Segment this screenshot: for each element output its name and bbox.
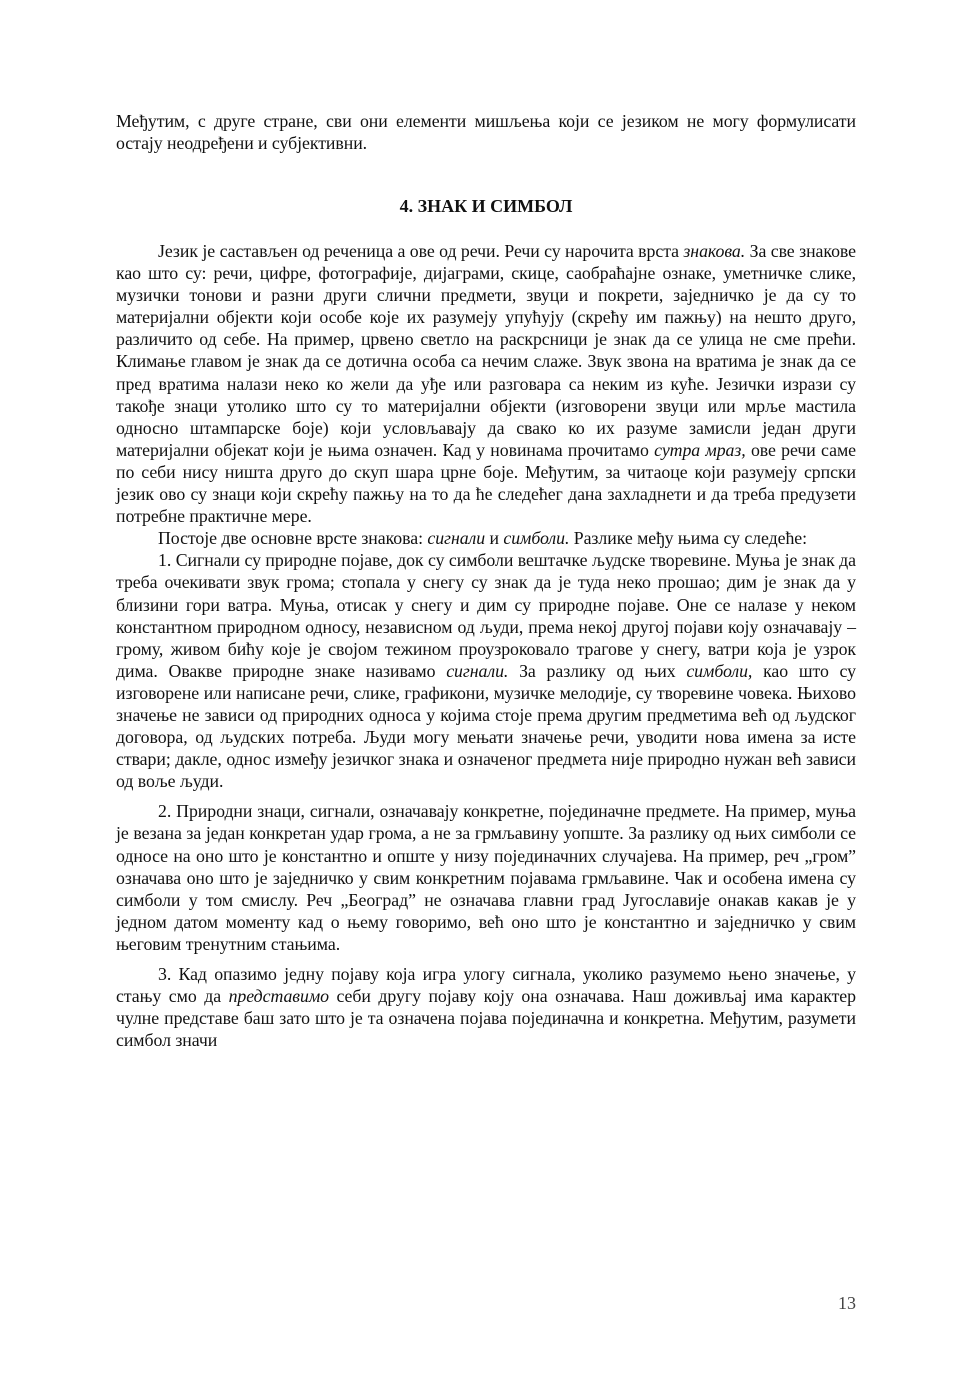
section-heading: 4. ЗНАК И СИМБОЛ — [399, 196, 573, 216]
paragraph-1: Језик је састављен од реченица а ове од речи. Речи су нарочита врста знакова. За све знакове као што су: речи, цифре, фотографије, дијаграми, скице, саобраћајне ознаке, уметничке слике, музички тонови и разни други слични предмети, звуци и покрети, заједничко је да су то материјални објекти који особе које их разумеју упућују (скрећу им пажњу) на нешто друго, различито од себе. На пример, црвено светло на раскрсници је знак да се улица не сме прећи. Климање главом је знак да се дотична особа са нечим слаже. Звук звона на вратима је знак да се пред вратима налази неко ко жели да уђе или разговара са неким из куће. Језички изрази су такође знаци утолико што су то материјални објекти (изговорени звуци или мрље мастила односно штампарске боје) који условљавају да свако ко их разуме замисли један други материјални објекат који је њима означен. Кад у новинама прочитамо сутра мраз, ове речи саме по себи нису ништа друго до скуп шара црне боје. Међутим, за читаоце који разумеју српски језик ово су знаци који скрећу пажњу на то да ће следећег дана захладнети и да треба предузети потребне практичне мере. — [116, 241, 857, 527]
top-paragraph-block — [116, 110, 856, 154]
paragraph-5: 3. Кад опазимо једну појаву која игра улогу сигнала, уколико разумемо њено значење, у стању смо да представимо себи другу појаву коју она означава. Наш доживљај има карактер чулне представе баш зато што је та означена појава појединачна и конкретна. Међутим, разумети симбол значи — [116, 964, 856, 1051]
paragraph-3: 1. Сигнали су природне појаве, док су симболи вештачке људске творевине. Муња је знак да треба очекивати звук грома; стопала у снегу су знак да је туда неко прошао; дим је знак да у близини гори ватра. Муња, отисак у снегу и дим су природне појаве. Оне се налазе у неком константном природном односу, независном од људи, према некој другој појави коју означавају – грому, живом бићу које је својом тежином проузроковало трагове у снегу, ватри која је узрок дима. Овакве природне знаке називамо сигнали. За разлику од њих симболи, као што су изговорене или написане речи, слике, графикони, музичке мелодије, су творевине човека. Њихово значење не зависи од природних односа у којима стоје према другим предметима већ од људског договора, од људских потреба. Људи могу мењати значење речи, уводити нова имена за исте ствари; дакле, однос између језичког знака и означеног предмета није природно нужан већ зависи од воље људи. — [116, 550, 856, 792]
top-paragraph: Међутим, с друге стране, сви они елементи мишљења који се језиком не могу формулисати остају неодређени и субјективни. — [116, 111, 856, 154]
page-number: 13 — [838, 1293, 856, 1313]
body-text — [116, 240, 856, 1051]
paragraph-2: Постоје две основне врсте знакова: сигнали и симболи. Разлике међу њима су следеће: — [158, 528, 808, 549]
paragraph-4: 2. Природни знаци, сигнали, означавају конкретне, појединачне предмете. На пример, муња је везана за један конкретан удар грома, а не за грмљавину уопште. За разлику од њих симболи се односе на оно што је константно и опште у низу појединачних случајева. На пример, реч „гром” означава оно што је заједничко у свим конкретним појавама грмљавине. Чак и особена имена су симболи у том смислу. Реч „Београд” не означава главни град Југославије онакав какав је у једном датом моменту кад о њему говоримо, већ оно што је константно и заједничко у свим његовим тренутним стањима. — [116, 801, 856, 954]
